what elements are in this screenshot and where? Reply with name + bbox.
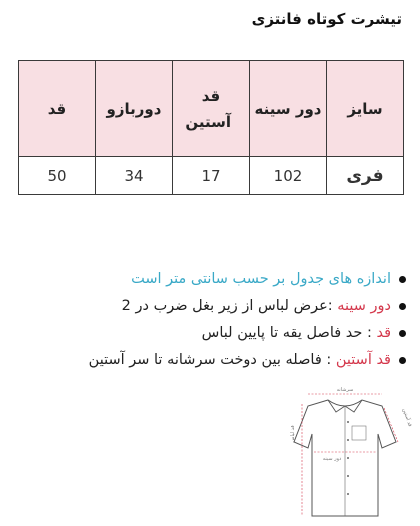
table-row	[19, 157, 404, 195]
button-icon	[347, 493, 349, 495]
measurement-notes	[14, 266, 406, 374]
button-icon	[347, 439, 349, 441]
list-item	[14, 293, 406, 320]
cell-sleeve: 17	[173, 157, 250, 195]
header-sleeve-text: قد آستین	[185, 86, 231, 131]
list-item	[14, 266, 406, 293]
shoulder-label: سرشانه	[336, 387, 354, 393]
button-icon	[347, 457, 349, 459]
button-icon	[347, 475, 349, 477]
list-item	[14, 347, 406, 374]
header-sleeve-length	[173, 61, 250, 157]
cell-chest: 102	[250, 157, 327, 195]
page-title: تیشرت کوتاه فانتزی	[251, 10, 402, 28]
list-item	[14, 320, 406, 347]
sleeve-label: قد آستین	[400, 407, 414, 428]
note-text: :عرض لباس از زیر بغل ضرب در 2	[121, 298, 338, 314]
header-size: سایز	[327, 61, 404, 157]
note-label: قد	[376, 325, 391, 341]
bullet-icon	[399, 303, 406, 310]
sleeve-arrow	[384, 408, 398, 442]
cell-length: 50	[19, 157, 96, 195]
note-label: قد آستین	[335, 352, 391, 368]
button-icon	[347, 421, 349, 423]
note-text: : فاصله بین دوخت سرشانه تا سر آستین	[88, 352, 336, 368]
bullet-icon	[399, 357, 406, 364]
size-table	[18, 60, 404, 195]
header-chest: دور سینه	[250, 61, 327, 157]
shirt-measurement-diagram	[270, 382, 420, 526]
note-label: دور سینه	[337, 298, 391, 314]
note-text: : حد فاصل یقه تا پایین لباس	[201, 325, 377, 341]
header-arm-circumference: دوربازو	[96, 61, 173, 157]
cell-size-free: فری	[327, 157, 404, 195]
note-text: اندازه های جدول بر حسب سانتی متر است	[131, 271, 391, 287]
bullet-icon	[399, 276, 406, 283]
header-length: قد	[19, 61, 96, 157]
cell-arm: 34	[96, 157, 173, 195]
pocket-icon	[352, 426, 366, 440]
chest-label: دور سینه	[322, 456, 342, 462]
table-header-row	[19, 61, 404, 157]
bullet-icon	[399, 330, 406, 337]
length-label: قد لباس	[290, 425, 296, 443]
